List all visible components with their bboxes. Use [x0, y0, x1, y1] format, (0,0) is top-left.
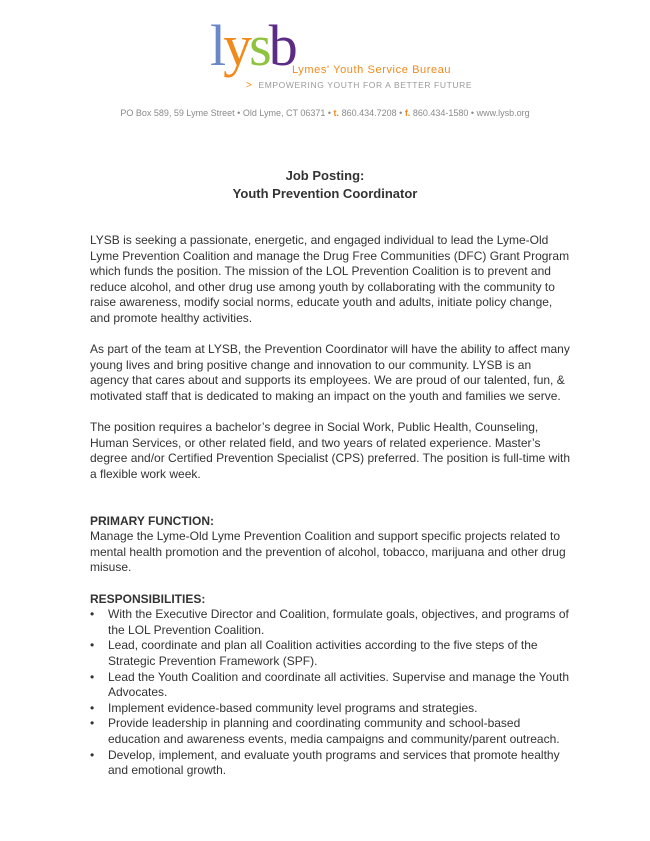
- lysb-logo: [210, 13, 473, 91]
- arrow-icon: >: [246, 80, 253, 91]
- address-line: [0, 108, 650, 118]
- bullet-icon: •: [90, 638, 95, 653]
- title-line-2: Youth Prevention Coordinator: [232, 186, 418, 201]
- list-item-text: Develop, implement, and evaluate youth programs and services that promote healthy and emotional growth.: [108, 747, 560, 778]
- primary-function-text: Manage the Lyme-Old Lyme Prevention Coalition and support specific projects related to mental health promotion and the prevention of alcohol, tobacco, marijuana and other drug misuse.: [90, 529, 566, 575]
- list-item-text: With the Executive Director and Coalition, formulate goals, objectives, and programs of the LOL Prevention Coalition.: [108, 607, 569, 637]
- org-name: Lymes' Youth Service Bureau: [292, 64, 452, 76]
- bullet-icon: •: [90, 669, 95, 684]
- posting-body: [90, 233, 570, 779]
- responsibilities-list: [90, 607, 570, 779]
- logo-letter-y: y: [223, 13, 250, 78]
- list-item: [90, 716, 570, 747]
- list-item: [90, 638, 570, 669]
- phone-number: 860.434.7208: [341, 108, 397, 118]
- logo-letter-s: s: [249, 13, 269, 78]
- requirements-paragraph: The position requires a bachelor’s degree in Social Work, Public Health, Counseling, Human Services, or other related field, and two years of related experience. Master’s degree and/or Certified Prevention Specialist (CPS) preferred. The position is full-time with a flexible work week.: [90, 420, 570, 481]
- fax-number: 860.434-1580: [412, 108, 469, 118]
- title-line-1: Job Posting:: [285, 168, 365, 183]
- address-street: PO Box 589, 59 Lyme Street: [120, 108, 235, 118]
- tagline-text: EMPOWERING YOUTH FOR A BETTER FUTURE: [258, 80, 473, 90]
- list-item: [90, 748, 570, 779]
- bullet-icon: •: [90, 747, 95, 762]
- bullet-icon: •: [90, 716, 95, 731]
- responsibilities-heading: RESPONSIBILITIES:: [90, 591, 206, 606]
- page-title: [0, 167, 650, 203]
- list-item-text: Lead the Youth Coalition and coordinate all activities. Supervise and manage the Youth Advocates.: [108, 669, 570, 700]
- bullet-icon: •: [90, 607, 95, 622]
- logo-letter-b: b: [268, 13, 295, 78]
- primary-function-heading: PRIMARY FUNCTION:: [90, 513, 214, 528]
- list-item-text: Lead, coordinate and plan all Coalition activities according to the five steps of the Strategic Prevention Framework (SPF).: [108, 638, 538, 669]
- address-city: Old Lyme, CT 06371: [242, 108, 326, 118]
- list-item: [90, 607, 570, 638]
- separator: •: [327, 108, 332, 118]
- phone-label: t.: [333, 108, 340, 118]
- list-item: [90, 701, 570, 717]
- separator: •: [399, 108, 403, 118]
- list-item: [90, 670, 570, 701]
- logo-letter-l: l: [210, 13, 224, 78]
- team-paragraph: As part of the team at LYSB, the Prevention Coordinator will have the ability to affect many young lives and bring positive change and innovation to our community. LYSB is an agency that cares about and supports its employees. We are proud of our talented, fun, & motivated staff that is dedicated to making an impact on the youth and families we serve.: [90, 342, 570, 403]
- bullet-icon: •: [90, 700, 95, 715]
- separator: •: [470, 108, 475, 118]
- list-item-text: Implement evidence-based community level programs and strategies.: [108, 700, 478, 715]
- org-tagline: [246, 80, 472, 91]
- fax-label: f.: [404, 108, 411, 118]
- website-link[interactable]: www.lysb.org: [476, 108, 530, 118]
- intro-paragraph: LYSB is seeking a passionate, energetic, and engaged individual to lead the Lyme-Old Lyme Prevention Coalition and manage the Drug Free Communities (DFC) Grant Program which funds the position. The mission of the LOL Prevention Coalition is to prevent and reduce alcohol, and other drug use among youth by collaborating with the community to raise awareness, modify social norms, educate youth and adults, initiate policy change, and promote healthy activities.: [90, 233, 570, 325]
- list-item-text: Provide leadership in planning and coordinating community and school-based education and awareness events, media campaigns and community/parent outreach.: [108, 716, 560, 746]
- separator: •: [237, 108, 241, 118]
- logo-wordmark: [210, 13, 295, 78]
